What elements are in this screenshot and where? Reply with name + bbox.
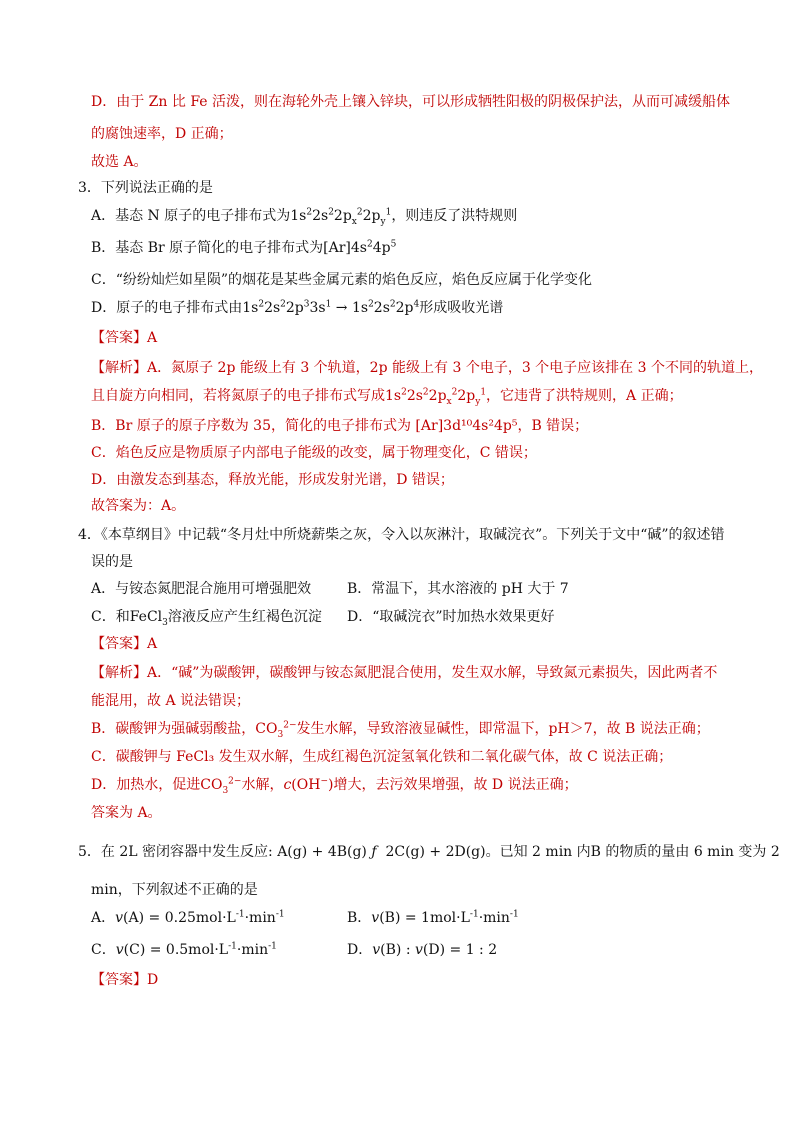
q4-analysis-d-text: D．加热水，促进 (91, 777, 201, 793)
q4-option-c-tail: 溶液反应产生红褐色沉淀 (167, 609, 322, 625)
q4-analysis-a-cont: 能混用，故 A 说法错误； (91, 693, 251, 709)
q4-analysis-d (91, 775, 578, 795)
q4-option-d: D．“取碱浣衣”时加热水效果更好 (347, 609, 555, 625)
q4-option-c (91, 607, 322, 627)
q5-stem-tail: 。已知 2 min 内B 的物质的量由 6 min 变为 2 (485, 844, 780, 860)
q4-option-b: B．常温下，其水溶液的 pH 大于 7 (347, 581, 569, 597)
q3-analysis-a-cont (91, 386, 683, 406)
q3-option-b (91, 238, 396, 258)
q3-analysis-b: B．Br 原子的原子序数为 35，简化的电子排布式为 [Ar]3d¹⁰4s²4p⁵，B 错误； (91, 418, 589, 434)
q4-answer (91, 634, 157, 654)
q3-option-b-text: B．基态 Br 原子简化的电子排布式为 (91, 240, 324, 256)
q5-option-a-label: A． (91, 910, 116, 926)
q5-reaction-formula: A(g) + 4B(g) ƒ 2C(g) + 2D(g) (277, 844, 486, 860)
q5-option-d (347, 940, 497, 960)
q4-analysis-d-formula1: $CO_3^{2-}$ (200, 776, 242, 796)
q4-analysis-b-tail: 发生水解，导致溶液显碱性，即常温下，pH＞7，故 B 说法正确； (296, 721, 710, 737)
q3-option-a-formula: $1s^22s^22p_x^22p_y^1$ (290, 207, 392, 227)
q3-option-a-text: A．基态 N 原子的电子排布式为 (91, 208, 291, 224)
q4-analysis-label: 【解析】 (91, 665, 147, 681)
q4-option-a: A．与铵态氮肥混合施用可增强肥效 (91, 581, 312, 597)
q3-analysis-a-text: 且自旋方向相同，若将氮原子的电子排布式写成 (91, 388, 385, 404)
q4-final: 答案为 A。 (91, 805, 162, 821)
q3-option-c: C．“纷纷灿烂如星陨”的烟花是某些金属元素的焰色反应，焰色反应属于化学变化 (91, 272, 593, 288)
q3-option-d-text: D．原子的电子排布式由 (91, 300, 243, 316)
q4-option-c-formula: FeCl$_3$ (129, 609, 168, 628)
q3-option-a (91, 206, 517, 226)
q3-analysis-c: C．焰色反应是物质原子内部电子能级的改变，属于物理变化，C 错误； (91, 445, 537, 461)
q4-analysis-a (91, 663, 717, 683)
q4-analysis-d-formula2: c(OH−) (283, 776, 334, 793)
q5-stem-text: 5．在 2L 密闭容器中发生反应: (78, 844, 273, 860)
q4-stem-cont: 误的是 (91, 554, 133, 570)
q5-option-b (347, 908, 519, 928)
q5-option-d-formula: v(B) : v(D) = 1 : 2 (372, 942, 498, 958)
q5-option-c-label: C． (91, 942, 116, 958)
q3-option-d-formula: $1s^22s^22p^33s^1 \to 1s^22s^22p^4$ (242, 299, 420, 316)
q4-analysis-b-text: B．碳酸钾为强碱弱酸盐， (91, 721, 256, 737)
q3-answer-label: 【答案】 (91, 330, 147, 346)
prev-final-answer: 故选 A。 (91, 154, 148, 170)
q5-stem (78, 842, 780, 862)
q5-answer-label: 【答案】 (91, 972, 147, 988)
q4-option-c-text: C．和 (91, 609, 130, 625)
q3-option-d (91, 298, 503, 318)
q5-option-a (91, 908, 285, 928)
q4-analysis-d-tail: 增大，去污效果增强，故 D 说法正确； (333, 777, 578, 793)
q4-answer-value: A (147, 636, 158, 652)
q5-option-c (91, 940, 277, 960)
q3-analysis-a-tail: ，它违背了洪特规则，A 正确； (486, 388, 683, 404)
q5-option-c-formula: $v(C) = 0.5mol\cdot L^{-1}\cdot\min^{-1}$ (115, 941, 277, 958)
q4-answer-label: 【答案】 (91, 636, 147, 652)
q3-option-d-tail: 形成吸收光谱 (419, 300, 504, 316)
q4-analysis-d-mid: 水解， (241, 777, 284, 793)
q3-answer-value: A (147, 330, 158, 346)
q5-option-b-formula: $v(B) = 1mol\cdot L^{-1}\cdot\min^{-1}$ (371, 909, 519, 926)
q5-answer (91, 970, 158, 990)
q3-answer (91, 328, 157, 348)
q5-stem-cont: min，下列叙述不正确的是 (91, 882, 258, 898)
q4-analysis-b (91, 719, 710, 739)
prev-analysis-d-cont: 的腐蚀速率，D 正确； (91, 126, 233, 142)
q4-stem: 4．《本草纲目》中记载“冬月灶中所烧薪柴之灰，令入以灰淋汁，取碱浣衣”。下列关于文中“碱”的叙述错 (78, 527, 725, 543)
q4-analysis-c: C．碳酸钾与 FeCl₃ 发生双水解，生成红褐色沉淀氢氧化铁和二氧化碳气体，故 C 说法正确； (91, 749, 673, 765)
q3-option-b-formula: $[Ar]4s^24p^5$ (323, 239, 397, 256)
q3-analysis-a (91, 358, 763, 378)
q5-option-d-label: D． (347, 942, 373, 958)
q3-analysis-label: 【解析】 (91, 360, 147, 376)
q4-analysis-a-line1: A．“碱”为碳酸钾，碳酸钾与铵态氮肥混合使用，发生双水解，导致氮元素损失，因此两者不 (147, 665, 718, 681)
prev-analysis-d: D．由于 Zn 比 Fe 活泼，则在海轮外壳上镶入锌块，可以形成牺牲阳极的阴极保护法，从而可减缓船体 (91, 94, 731, 110)
q3-stem: 3．下列说法正确的是 (78, 180, 213, 196)
q5-option-a-formula: $v(A) = 0.25mol\cdot L^{-1}\cdot\min^{-1}$ (115, 909, 285, 926)
q5-option-b-label: B． (347, 910, 372, 926)
q3-final: 故答案为：A。 (91, 498, 186, 514)
q4-analysis-b-formula: $CO_3^{2-}$ (255, 720, 297, 740)
q3-option-a-tail: ，则违反了洪特规则 (391, 208, 518, 224)
q3-analysis-d: D．由激发态到基态，释放光能，形成发射光谱，D 错误； (91, 472, 454, 488)
q5-answer-value: D (147, 972, 159, 988)
q3-analysis-a-line1: A．氮原子 2p 能级上有 3 个轨道，2p 能级上有 3 个电子，3 个电子应该排在 3 个不同的轨道上， (147, 360, 763, 376)
q3-analysis-a-formula: $1s^22s^22p_x^22p_y^1$ (385, 387, 487, 407)
